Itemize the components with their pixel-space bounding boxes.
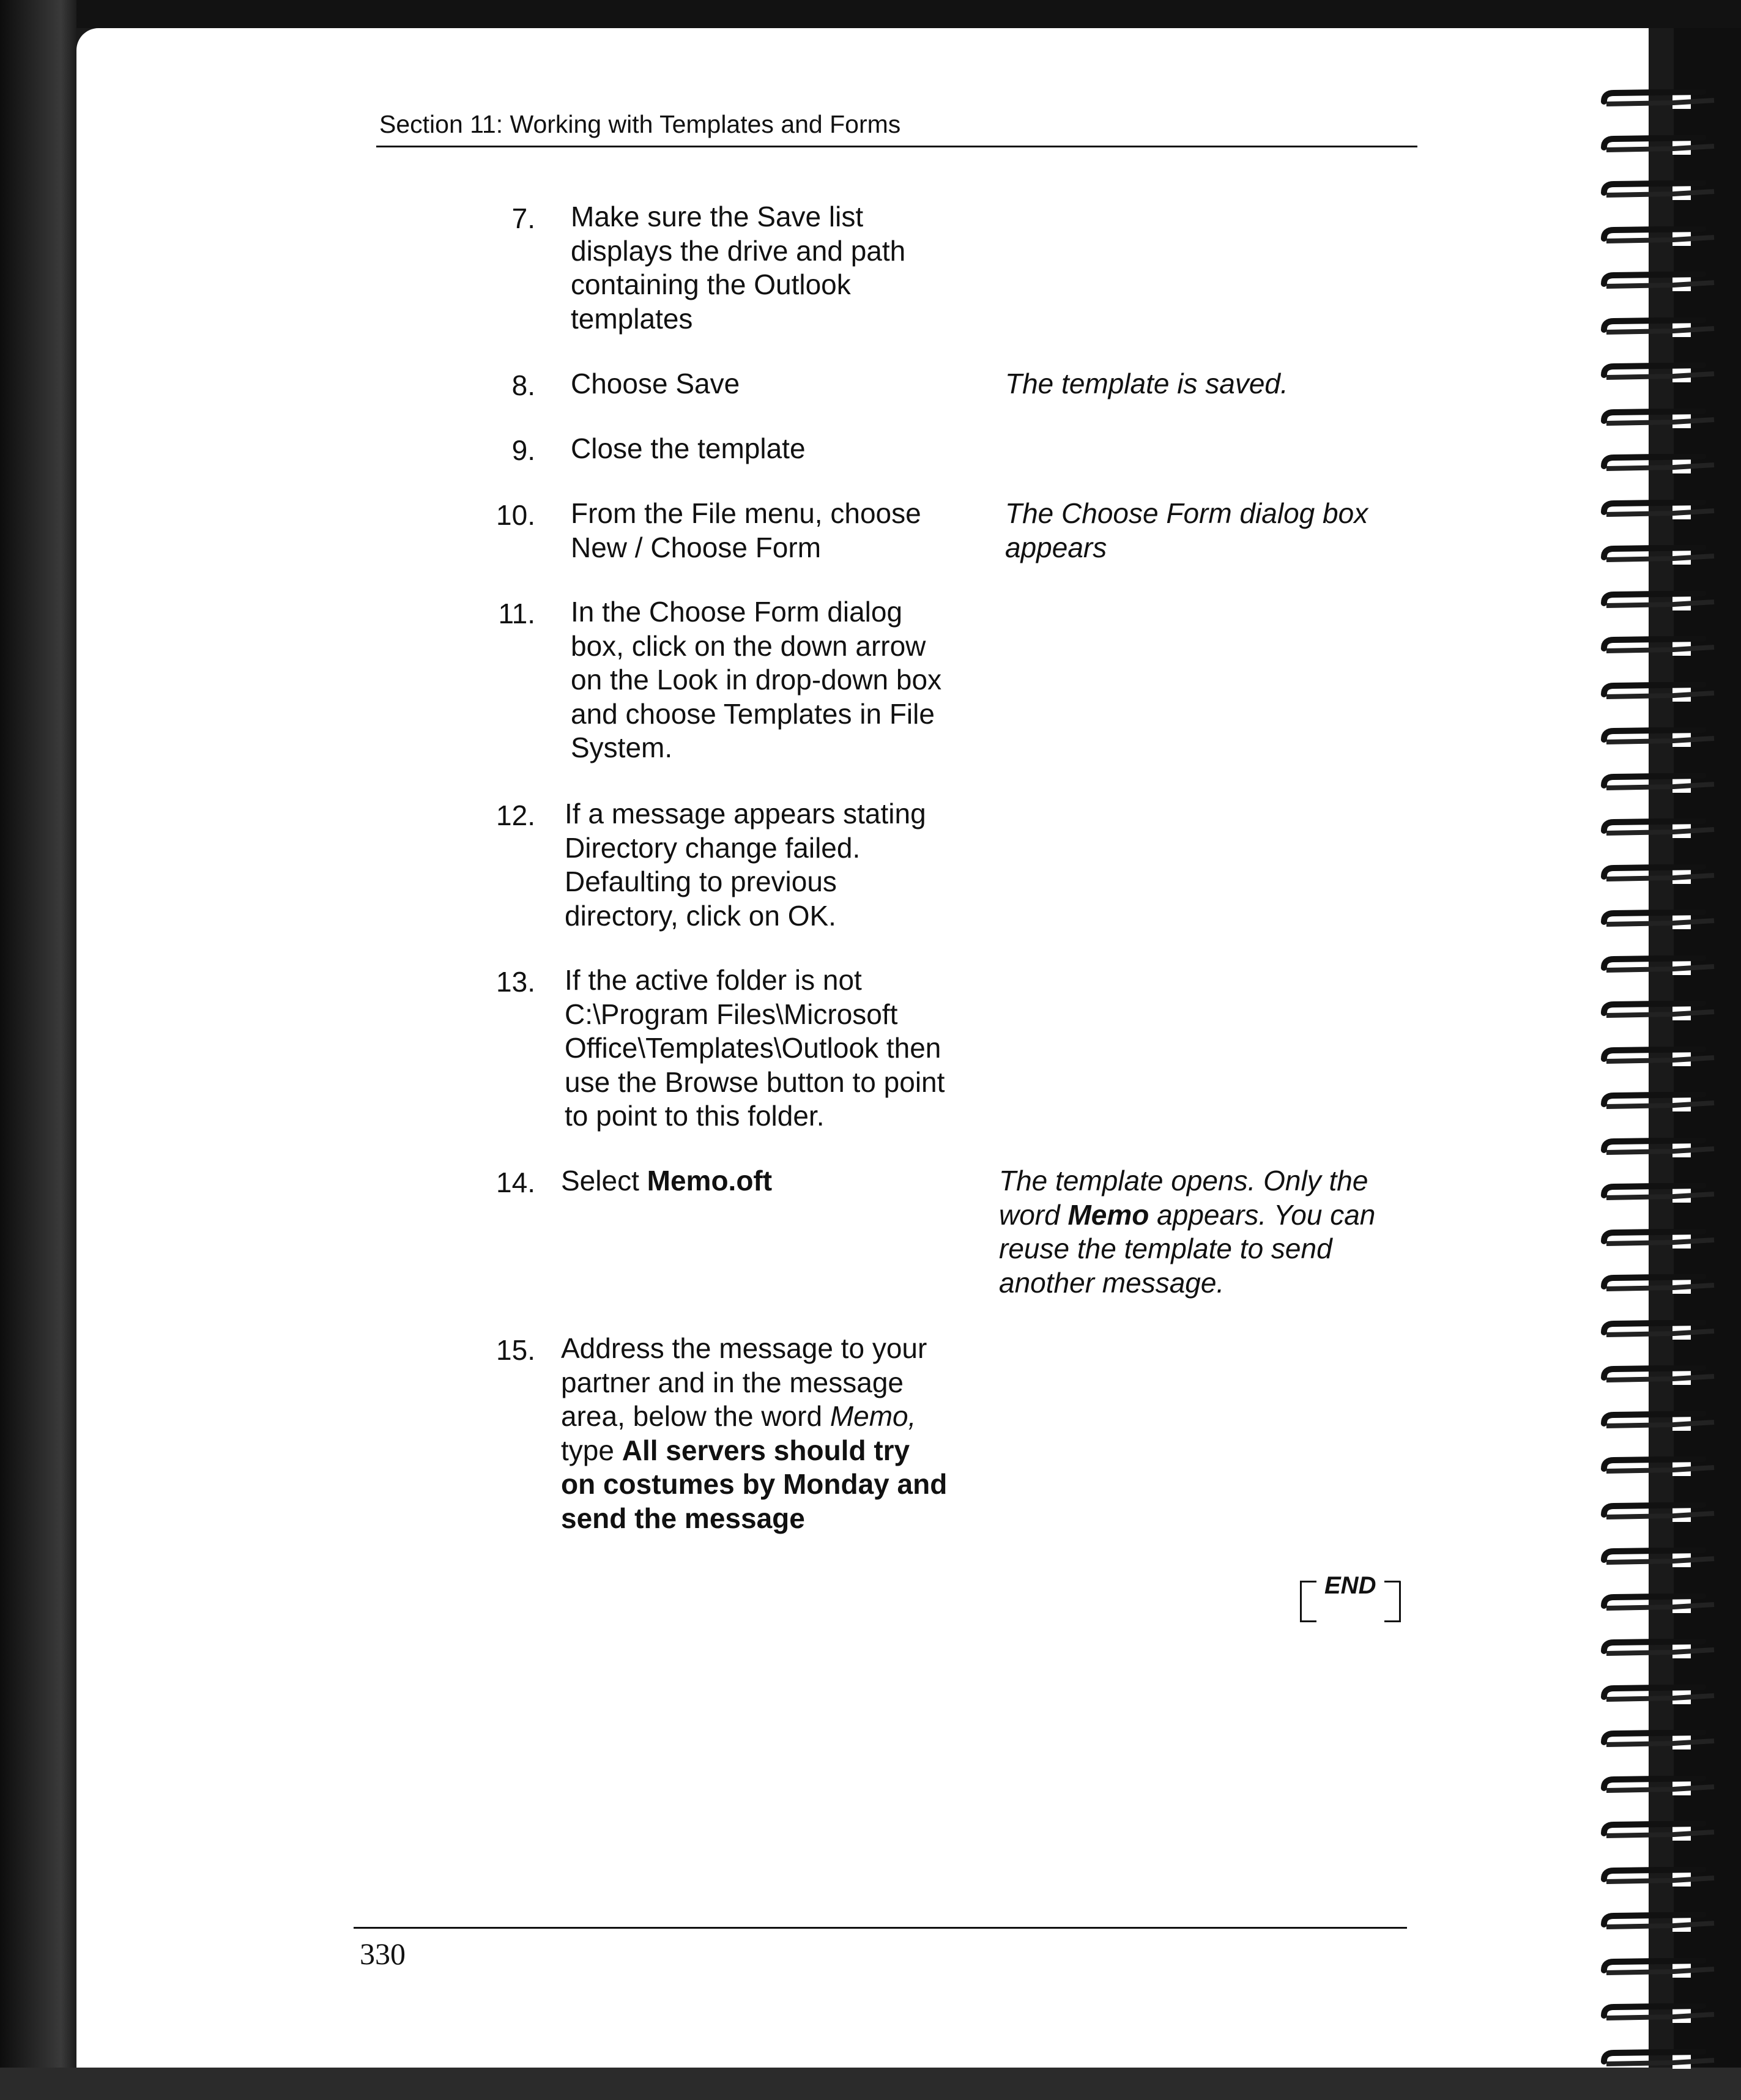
binding-coil <box>1600 1047 1717 1067</box>
step-result <box>999 1164 1375 1300</box>
binding-coil <box>1600 180 1717 201</box>
step-instruction: In the Choose Form dialog box, click on the down arrow on the Look in drop-down box and choose Templates in File System. <box>571 596 942 763</box>
binding-coil <box>1600 1594 1717 1614</box>
binding-coil <box>1600 1776 1717 1797</box>
end-bracket-right <box>1384 1581 1401 1622</box>
binding-coil <box>1600 1138 1717 1159</box>
binding-coil <box>1600 1183 1717 1204</box>
message-text: All servers should try on costumes by Monday and send the message <box>561 1434 948 1534</box>
binding-coil <box>1600 1456 1717 1477</box>
binding-coil <box>1600 135 1717 156</box>
binding-coil <box>1600 226 1717 247</box>
binding-coil <box>1600 1958 1717 1979</box>
binding-coil <box>1600 1274 1717 1295</box>
step-number: 14. <box>496 1167 535 1198</box>
binding-coil <box>1600 272 1717 292</box>
step-text: type <box>561 1434 614 1466</box>
binding-coil <box>1600 636 1717 657</box>
step-instruction: Choose Save <box>571 368 740 399</box>
step-instruction: Close the template <box>571 432 806 464</box>
binding-coil <box>1600 864 1717 885</box>
result-text: appears. You can reuse the template to send another message. <box>999 1198 1376 1299</box>
binding-coil <box>1600 1821 1717 1842</box>
step-text: Address the message to your partner and in the message area, below the word <box>561 1332 927 1432</box>
step-instruction: From the File menu, choose New / Choose Form <box>571 497 921 563</box>
binding-coil <box>1600 1320 1717 1341</box>
binding-coil <box>1600 910 1717 930</box>
spiral-binding <box>1600 28 1741 2068</box>
scan-border-left <box>0 0 76 2100</box>
file-name: Memo.oft <box>647 1165 773 1197</box>
scan-border-bottom <box>0 2068 1741 2100</box>
binding-coil <box>1600 1867 1717 1888</box>
binding-coil <box>1600 773 1717 794</box>
step-number: 9. <box>511 434 535 466</box>
step-number: 13. <box>496 966 535 998</box>
end-label: END <box>1321 1572 1379 1600</box>
step-emphasis: Memo, <box>830 1400 916 1432</box>
header-divider <box>376 146 1417 147</box>
binding-coil <box>1600 591 1717 612</box>
binding-coil <box>1600 2003 1717 2024</box>
step-number: 10. <box>496 499 535 531</box>
step-number: 15. <box>496 1334 535 1366</box>
footer-divider <box>354 1927 1407 1929</box>
binding-coil <box>1600 1001 1717 1022</box>
step-result: The template is saved. <box>1005 368 1288 399</box>
binding-coil <box>1600 454 1717 475</box>
binding-coil <box>1600 545 1717 566</box>
binding-coil <box>1600 409 1717 429</box>
step-instruction: If the active folder is not C:\Program Files\Microsoft Office\Templates\Outlook then use the Browse button to point to point to this folder. <box>565 964 945 1132</box>
end-bracket-left <box>1300 1581 1316 1622</box>
page-number: 330 <box>360 1937 406 1971</box>
result-text: The template opens. Only the word <box>999 1165 1368 1231</box>
binding-coil <box>1600 1411 1717 1432</box>
binding-coil <box>1600 2049 1717 2070</box>
end-marker <box>1300 1572 1401 1621</box>
binding-coil <box>1600 1685 1717 1705</box>
step-instruction <box>561 1332 947 1535</box>
binding-coil <box>1600 1912 1717 1933</box>
binding-coil <box>1600 818 1717 839</box>
binding-coil <box>1600 955 1717 976</box>
binding-coil <box>1600 1092 1717 1113</box>
step-instruction <box>561 1164 772 1198</box>
binding-coil <box>1600 1548 1717 1568</box>
step-text: Select <box>561 1165 647 1197</box>
step-number: 7. <box>511 202 535 234</box>
binding-coil <box>1600 1730 1717 1751</box>
binding-coil <box>1600 317 1717 338</box>
binding-coil <box>1600 1502 1717 1523</box>
step-number: 11. <box>498 598 535 629</box>
scan-border-top <box>0 0 1741 28</box>
step-number: 12. <box>496 800 535 831</box>
step-instruction: If a message appears stating Directory change failed. Defaulting to previous directory, click on OK. <box>565 798 926 932</box>
step-result: The Choose Form dialog box appears <box>1005 497 1368 563</box>
section-header: Section 11: Working with Templates and Forms <box>379 110 901 138</box>
binding-coil <box>1600 89 1717 110</box>
binding-coil <box>1600 500 1717 521</box>
step-instruction: Make sure the Save list displays the drive and path containing the Outlook templates <box>571 201 906 335</box>
step-number: 8. <box>511 369 535 401</box>
binding-coil <box>1600 363 1717 384</box>
binding-coil <box>1600 1639 1717 1660</box>
binding-coil <box>1600 1229 1717 1250</box>
binding-coil <box>1600 1365 1717 1386</box>
binding-coil <box>1600 727 1717 748</box>
binding-coil <box>1600 682 1717 703</box>
result-emphasis: Memo <box>1067 1198 1149 1231</box>
